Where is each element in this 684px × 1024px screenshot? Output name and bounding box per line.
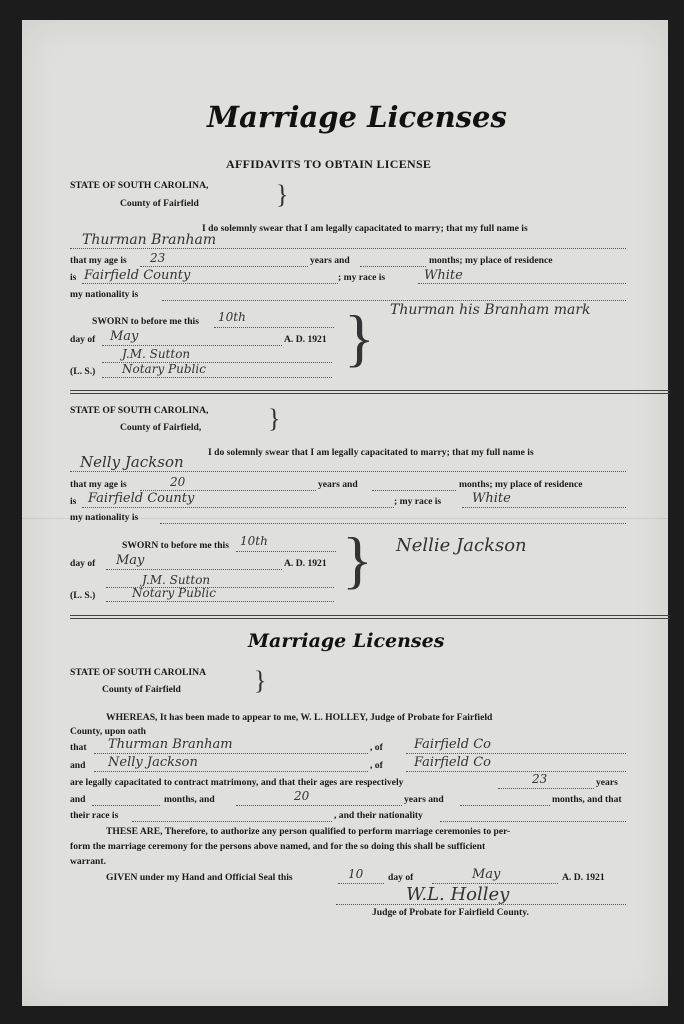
license-months2-line [460,805,550,806]
aff1-age-value: 23 [150,251,166,265]
license-party2: Nelly Jackson [108,755,198,770]
license-party1-line [94,753,368,754]
judge-title: Judge of Probate for Fairfield County. [372,907,529,918]
judge-signature: W.L. Holley [406,884,510,905]
aff1-title-line [102,377,332,378]
license-county: County of Fairfield [102,684,181,695]
license-age1: 23 [532,772,548,786]
aff1-county: County of Fairfield [120,198,199,209]
aff1-officer: J.M. Sutton [122,347,191,361]
aff2-residence-line [82,507,394,508]
aff2-county: County of Fairfield, [120,422,202,433]
aff2-sworn-brace: } [342,524,373,595]
aff2-age-label: that my age is [70,479,127,490]
aff1-race-label: ; my race is [338,272,386,283]
aff2-month-line [106,569,282,570]
license-that: that [70,742,87,753]
aff1-age-label: that my age is [70,255,127,266]
license-party1: Thurman Branham [108,737,233,752]
aff1-day-line [214,327,334,328]
license-of-2: , of [370,760,383,771]
aff2-title-line [106,601,334,602]
aff2-sworn-day: 10th [240,534,268,548]
license-age2-line [236,805,402,806]
license-party2-line [94,771,368,772]
aff2-residence: Fairfield County [88,491,195,506]
license-nationality-fill [440,821,626,822]
license-place1-line [406,753,626,754]
aff1-is-label: is [70,272,77,283]
license-months-that: months, and that [552,794,622,805]
divider-1b [70,393,670,394]
aff2-month: May [116,553,145,568]
aff1-signature: Thurman his Branham mark [390,302,591,318]
license-title: Marriage Licenses [248,630,445,652]
aff2-nationality-label: my nationality is [70,512,139,523]
aff2-state: STATE OF SOUTH CAROLINA, [70,405,209,416]
aff1-brace: } [276,180,289,209]
aff2-ad: A. D. 1921 [284,558,327,569]
aff1-race: White [424,268,463,283]
aff1-nationality-line [162,300,626,301]
aff2-sworn: SWORN to before me this [122,540,229,551]
license-given-day: 10 [348,867,364,881]
aff1-full-name: Thurman Branham [82,232,217,248]
aff2-years-and: years and [318,479,358,490]
aff2-nationality-line [160,523,626,524]
aff1-race-line [418,283,626,284]
paper-fold [22,518,668,519]
aff2-race-label: ; my race is [394,496,442,507]
license-ages-line: are legally capacitated to contract matrimony, and that their ages are respectively [70,777,404,788]
aff1-sworn-brace: } [344,302,375,373]
aff1-nationality-label: my nationality is [70,289,139,300]
license-and: and [70,760,86,771]
aff2-ls: (L. S.) [70,590,96,601]
aff2-age-value: 20 [170,475,186,489]
aff1-state: STATE OF SOUTH CAROLINA, [70,180,209,191]
license-of-1: , of [370,742,383,753]
aff2-is-label: is [70,496,77,507]
license-brace: } [254,666,267,695]
document-subtitle: AFFIDAVITS TO OBTAIN LICENSE [226,157,432,171]
license-day-of: day of [388,872,414,883]
aff1-residence-line [82,283,338,284]
divider-2 [70,615,670,616]
aff2-day-of: day of [70,558,96,569]
aff2-oath: I do solemnly swear that I am legally capacitated to marry; that my full name is [208,447,534,458]
aff1-sworn-day: 10th [218,310,246,324]
aff1-years-and: years and [310,255,350,266]
license-and2: and [70,794,86,805]
aff1-oath: I do solemnly swear that I am legally capacitated to marry; that my full name is [202,223,528,234]
license-place2-line [406,771,626,772]
document-page [22,20,668,1006]
aff2-months-line [372,490,456,491]
aff1-ad: A. D. 1921 [284,334,327,345]
aff1-name-line [70,248,626,249]
license-race-fill [132,821,332,822]
license-state: STATE OF SOUTH CAROLINA [70,667,207,678]
aff1-officer-title: Notary Public [122,362,206,376]
document-title: Marriage Licenses [207,100,507,134]
license-party2-place: Fairfield Co [414,755,492,770]
license-county-oath: County, upon oath [70,726,146,737]
license-these-are-1: THESE ARE, Therefore, to authorize any person qualified to perform marriage ceremonies to per- [106,826,511,837]
aff1-sworn: SWORN to before me this [92,316,199,327]
aff2-officer-title: Notary Public [132,586,216,600]
license-given-day-line [338,883,384,884]
aff1-ls: (L. S.) [70,366,96,377]
divider-2b [70,618,670,619]
divider-1 [70,390,670,391]
aff2-signature: Nellie Jackson [396,535,527,556]
license-these-are-3: warrant. [70,856,106,867]
license-months-and: months, and [164,794,215,805]
aff1-months-line [360,266,426,267]
license-years: years [596,777,618,788]
license-race-line: their race is [70,810,119,821]
license-age2: 20 [294,789,310,803]
aff1-month: May [110,329,139,344]
aff2-race-line [462,507,626,508]
license-whereas: WHEREAS, It has been made to appear to me, W. L. HOLLEY, Judge of Probate for Fairfield [106,712,493,723]
aff1-residence: Fairfield County [84,268,191,283]
license-age1-line [498,788,594,789]
judge-signature-line [336,904,626,905]
license-months1-line [92,805,160,806]
aff2-full-name: Nelly Jackson [80,453,184,471]
aff1-months-residence: months; my place of residence [429,255,553,266]
aff1-day-of: day of [70,334,96,345]
aff2-officer: J.M. Sutton [142,573,211,587]
license-nationality: , and their nationality [334,810,423,821]
aff2-brace: } [268,404,281,433]
license-ad: A. D. 1921 [562,872,605,883]
aff2-race: White [472,491,511,506]
license-these-are-2: form the marriage ceremony for the persons above named, and for the so doing this shall be sufficient [70,841,486,852]
aff1-month-line [102,345,282,346]
aff2-months-residence: months; my place of residence [459,479,583,490]
aff2-name-line [70,471,626,472]
license-years-and: years and [404,794,444,805]
license-party1-place: Fairfield Co [414,737,492,752]
license-given-month: May [472,867,501,882]
license-given: GIVEN under my Hand and Official Seal this [106,872,293,883]
aff2-day-line [236,551,336,552]
aff1-age-line [140,266,308,267]
